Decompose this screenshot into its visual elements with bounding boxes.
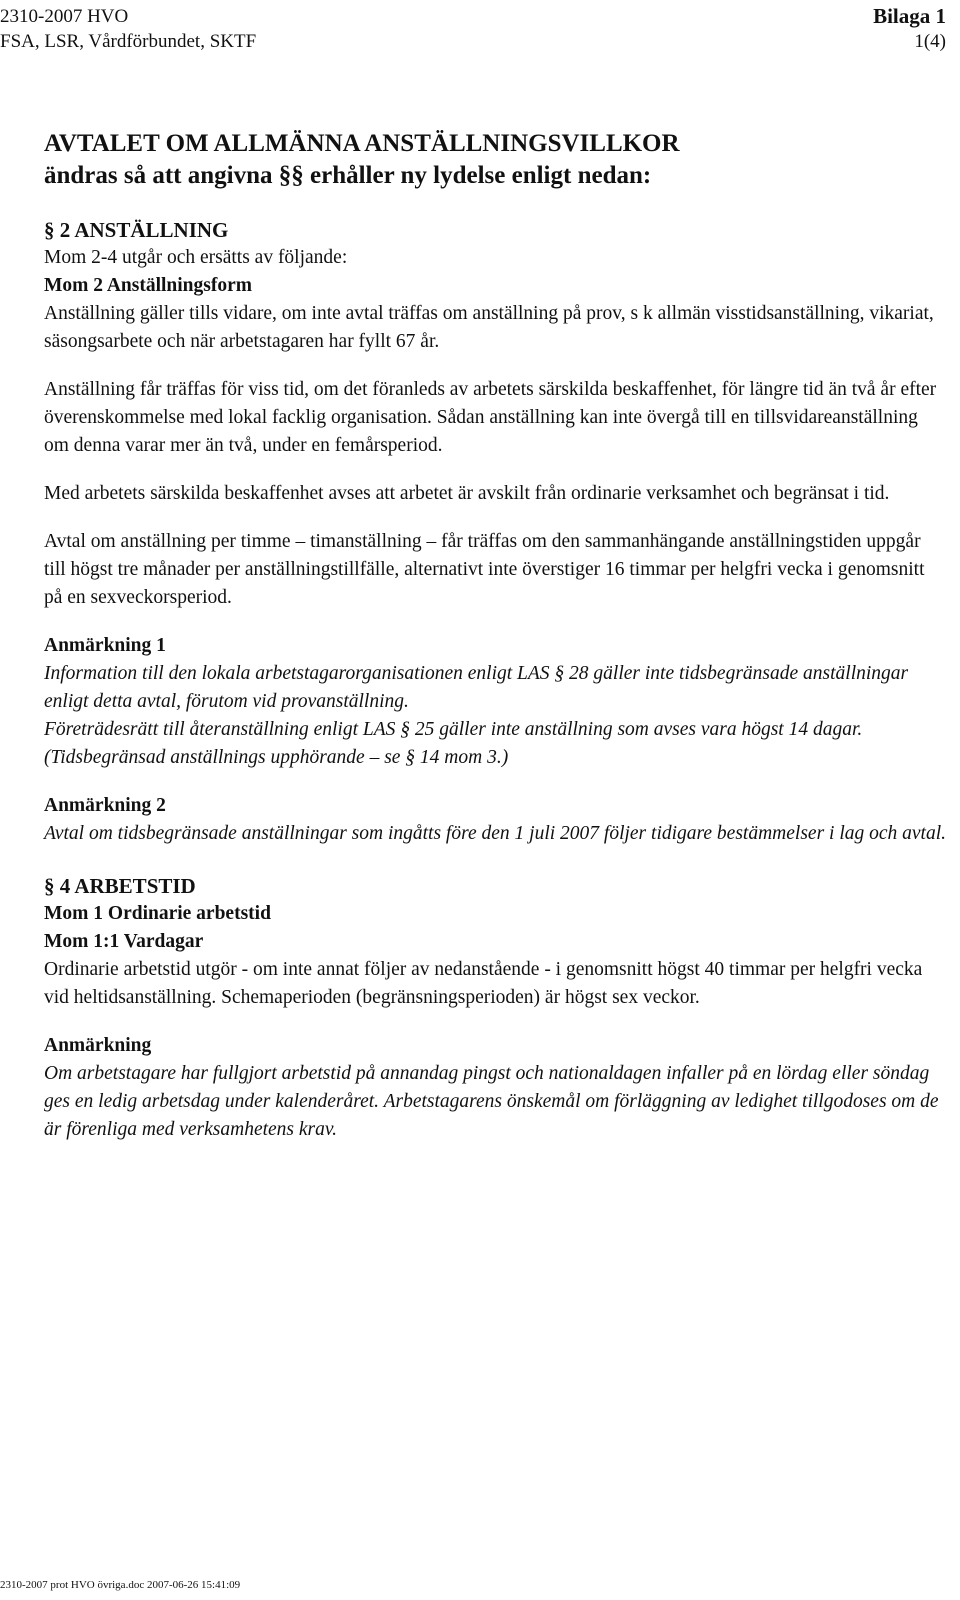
- note-1-text-a: Information till den lokala arbetstagarorganisationen enligt LAS § 28 gäller inte tidsbegränsade anställningar enligt detta avtal, förutom vid provanställning.: [44, 663, 909, 712]
- mom-1-heading: Mom 1 Ordinarie arbetstid: [44, 903, 271, 924]
- parties: FSA, LSR, Vårdförbundet, SKTF: [0, 31, 257, 52]
- section-2-paragraph-2: Anställning får träffas för viss tid, om det föranleds av arbetets särskilda beskaffenhet, för längre tid än två år efter överenskommelse med lokal facklig organisation. Sådan anställning kan inte övergå till en tillsvidareanställning om denna varar mer än två, under en femårsperiod.: [44, 379, 937, 456]
- section-2-paragraph-1: Anställning gäller tills vidare, om inte avtal träffas om anställning på prov, s k allmän visstidsanställning, vikariat, säsongsarbete och när arbetstagaren har fyllt 67 år.: [44, 303, 934, 352]
- section-2-paragraph-4: Avtal om anställning per timme – timanställning – får träffas om den sammanhängande anställningstiden uppgår till högst tre månader per anställningstillfälle, alternativt inte överstiger 16 timmar per helgfri vecka i genomsnitt på en sexveckorsperiod.: [44, 531, 925, 608]
- page-number: 1(4): [914, 31, 946, 52]
- page-header-left: [0, 4, 256, 54]
- section-4-note-text: Om arbetstagare har fullgjort arbetstid på annandag pingst och nationaldagen infaller på en lördag eller söndag ges en ledig arbetsdag under kalenderåret. Arbetstagarens önskemål om förläggning av ledighet tillgodoses om de är förenliga med verksamhetens krav.: [44, 1063, 939, 1140]
- section-4-paragraph-1: Ordinarie arbetstid utgör - om inte annat följer av nedanstående - i genomsnitt högst 40 timmar per helgfri vecka vid heltidsanställning. Schemaperioden (begränsningsperioden) är högst sex veckor.: [44, 959, 923, 1008]
- page-footer: 2310-2007 prot HVO övriga.doc 2007-06-26 15:41:09: [0, 1579, 241, 1591]
- page-header-right: [873, 4, 946, 54]
- note-2-text: Avtal om tidsbegränsade anställningar som ingåtts före den 1 juli 2007 följer tidigare bestämmelser i lag och avtal.: [44, 823, 947, 844]
- document-body: [44, 128, 946, 1144]
- note-2-heading: Anmärkning 2: [44, 795, 166, 816]
- section-2-heading: § 2 ANSTÄLLNING: [44, 218, 229, 242]
- note-1-heading: Anmärkning 1: [44, 635, 166, 656]
- appendix-label: Bilaga 1: [873, 4, 946, 28]
- note-1-text-c: (Tidsbegränsad anställnings upphörande – se § 14 mom 3.): [44, 747, 509, 768]
- section-2-intro: Mom 2-4 utgår och ersätts av följande:: [44, 247, 348, 268]
- doc-number: 2310-2007 HVO: [0, 6, 129, 27]
- doc-title-line1: AVTALET OM ALLMÄNNA ANSTÄLLNINGSVILLKOR: [44, 130, 680, 157]
- section-4-note-heading: Anmärkning: [44, 1035, 152, 1056]
- section-4-heading: § 4 ARBETSTID: [44, 874, 196, 898]
- mom-1-1-heading: Mom 1:1 Vardagar: [44, 931, 204, 952]
- note-1-text-b: Företrädesrätt till återanställning enligt LAS § 25 gäller inte anställning som avses vara högst 14 dagar.: [44, 719, 863, 740]
- mom-2-heading: Mom 2 Anställningsform: [44, 275, 253, 296]
- section-2-paragraph-3: Med arbetets särskilda beskaffenhet avses att arbetet är avskilt från ordinarie verksamhet och begränsat i tid.: [44, 483, 890, 504]
- doc-title-line2: ändras så att angivna §§ erhåller ny lydelse enligt nedan:: [44, 162, 652, 189]
